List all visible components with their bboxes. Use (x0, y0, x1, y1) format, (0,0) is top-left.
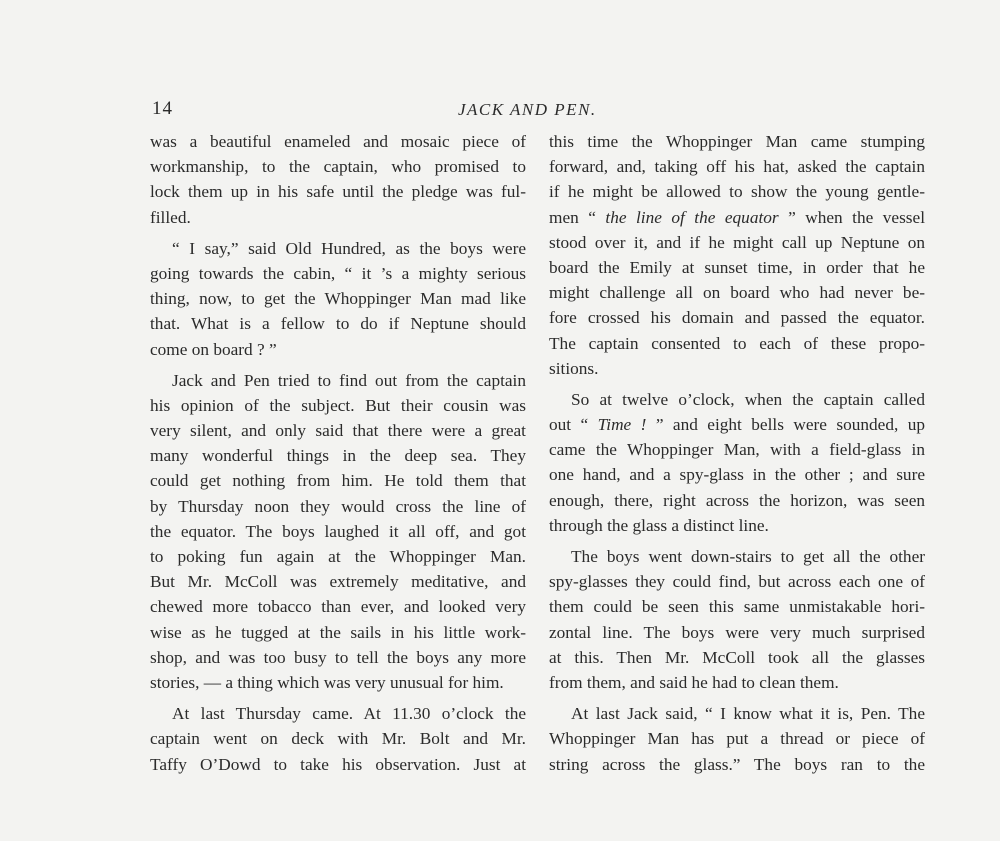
text-line: stories, — a thing which was very unusual for him. (150, 672, 504, 692)
text-line: many wonderful things in the deep sea. They (150, 446, 526, 466)
text-line: them could be seen this same unmistakable hori- (549, 597, 925, 617)
text-line: to poking fun again at the Whoppinger Man. (150, 547, 526, 566)
text-line: his opinion of the subject. But their cousin was (150, 395, 526, 415)
text-line: At last Jack said, “ I know what it is, Pen. The (571, 704, 925, 724)
text-line: if he might be allowed to show the young gentle- (549, 182, 925, 202)
running-title: JACK AND PEN. (458, 100, 597, 119)
text-line: workmanship, to the captain, who promised to (150, 157, 526, 177)
text-line: the equator. The boys laughed it all off, and got (150, 521, 526, 541)
text-line: shop, and was too busy to tell the boys any more (150, 647, 526, 667)
text-line: wise as he tugged at the sails in his little work- (150, 622, 526, 642)
italic-phrase: the line of the equator (605, 207, 779, 227)
text-line: through the glass a distinct line. (549, 515, 769, 535)
text-line: The captain consented to each of these propo- (549, 333, 925, 353)
text-line: Jack and Pen tried to find out from the captain (172, 370, 526, 390)
text-line: stood over it, and if he might call up Neptune on (549, 232, 925, 252)
text-line: Taffy O’Dowd to take his observation. Just at (150, 754, 526, 774)
text-line: at this. Then Mr. McColl took all the glasses (549, 647, 925, 667)
right-text-column (549, 129, 925, 777)
text-line: zontal line. The boys were very much surprised (549, 622, 925, 642)
left-text-column (150, 129, 526, 777)
text-line: come on board ? ” (150, 339, 277, 359)
text-line: board the Emily at sunset time, in order that he (549, 257, 925, 277)
text-line: could get nothing from him. He told them that (150, 471, 526, 491)
text-line: by Thursday noon they would cross the line of (150, 496, 526, 516)
text-line: Whoppinger Man has put a thread or piece of (549, 729, 925, 749)
text-line: forward, and, taking off his hat, asked the captain (549, 157, 925, 177)
text-line: that. What is a fellow to do if Neptune should (150, 314, 526, 334)
text-line: lock them up in his safe until the pledge was ful- (150, 182, 526, 202)
text-line: thing, now, to get the Whoppinger Man mad like (150, 289, 526, 309)
text-line: “ I say,” said Old Hundred, as the boys were (172, 238, 526, 258)
text-line: men “ the line of the equator ” when the vessel (549, 207, 925, 227)
text-line: filled. (150, 207, 191, 227)
text-line: fore crossed his domain and passed the equator. (549, 308, 925, 328)
text-line: captain went on deck with Mr. Bolt and Mr. (150, 729, 526, 749)
text-line: The boys went down-stairs to get all the other (571, 547, 925, 566)
text-line: spy-glasses they could find, but across each one of (549, 572, 925, 592)
text-line: came the Whoppinger Man, with a field-glass in (549, 440, 925, 460)
text-line: going towards the cabin, “ it ’s a mighty serious (150, 263, 526, 283)
text-line: was a beautiful enameled and mosaic piece of (150, 132, 526, 151)
italic-phrase: Time ! (597, 415, 647, 435)
page-number: 14 (152, 98, 173, 119)
text-line: string across the glass.” The boys ran to the (549, 754, 925, 774)
text-line: very silent, and only said that there were a great (150, 421, 526, 441)
text-line: chewed more tobacco than ever, and looked very (150, 597, 526, 617)
text-line: But Mr. McColl was extremely meditative, and (150, 572, 526, 592)
text-line: So at twelve o’clock, when the captain called (571, 389, 925, 409)
text-line: might challenge all on board who had never be- (549, 283, 925, 303)
text-line: one hand, and a spy-glass in the other ; and sure (549, 465, 925, 485)
running-header (0, 98, 1000, 124)
text-line: At last Thursday came. At 11.30 o’clock the (172, 704, 526, 724)
text-line: this time the Whoppinger Man came stumping (549, 132, 925, 151)
text-line: out “ Time ! ” and eight bells were sounded, up (549, 415, 925, 435)
text-line: enough, there, right across the horizon, was seen (549, 490, 925, 510)
text-line: sitions. (549, 358, 599, 378)
text-line: from them, and said he had to clean them. (549, 672, 839, 692)
